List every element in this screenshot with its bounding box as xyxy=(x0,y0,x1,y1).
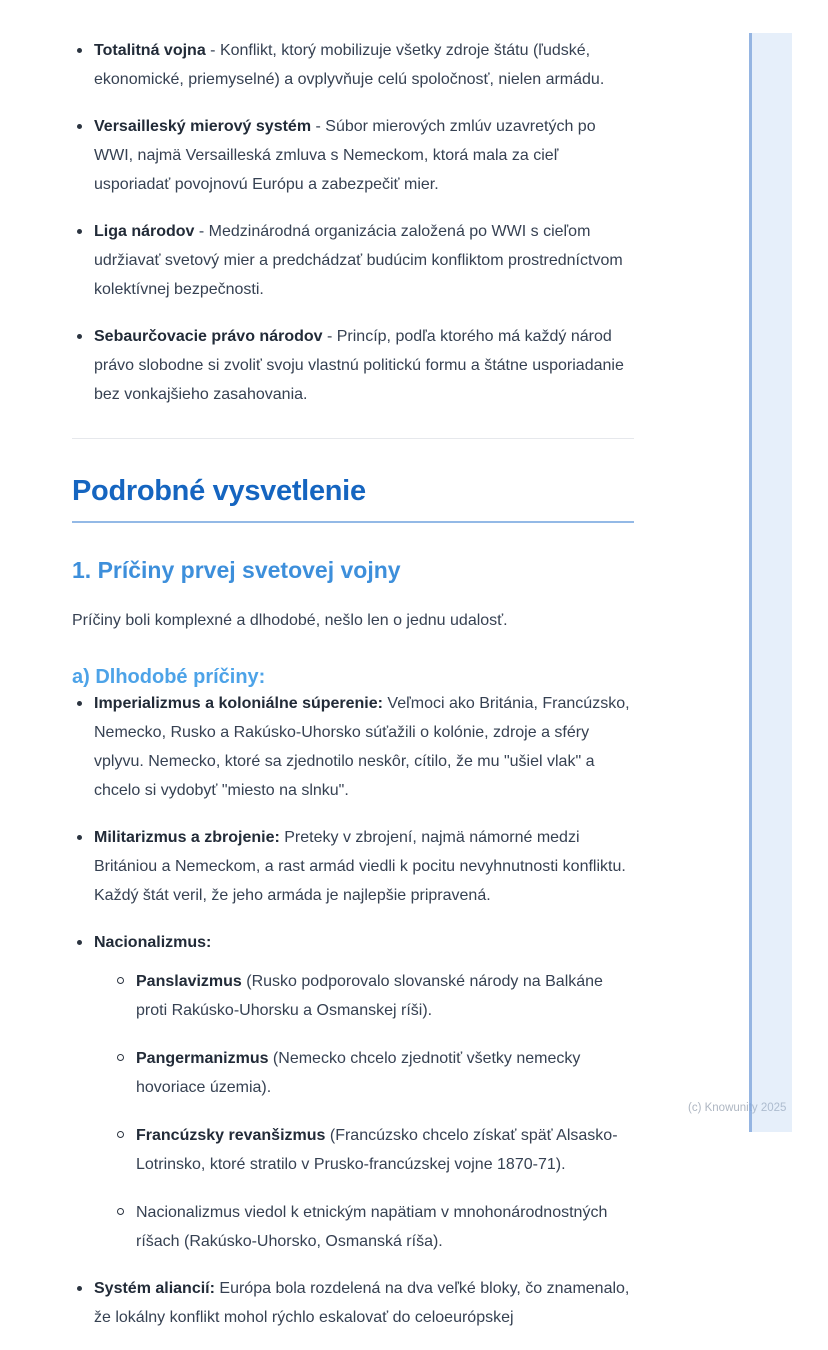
term-bold: Systém aliancií: xyxy=(94,1280,215,1297)
list-item: Versailleský mierový systém - Súbor mierových zmlúv uzavretých po WWI, najmä Versailleská zmluva s Nemeckom, ktorá mala za cieľ usporiadať povojnovú Európu a zabezpečiť mier. xyxy=(72,112,634,199)
term-bold: Militarizmus a zbrojenie: xyxy=(94,829,280,846)
causes-list xyxy=(72,689,634,1332)
list-item xyxy=(72,928,634,1256)
term-bold: Totalitná vojna xyxy=(94,42,206,59)
term-bold: Imperializmus a koloniálne súperenie: xyxy=(94,695,383,712)
list-item: Totalitná vojna - Konflikt, ktorý mobilizuje všetky zdroje štátu (ľudské, ekonomické, priemyselné) a ovplyvňuje celú spoločnosť, nielen armádu. xyxy=(72,36,634,94)
scrollbar-track[interactable] xyxy=(749,33,792,1132)
section-divider xyxy=(72,438,634,439)
list-item: Militarizmus a zbrojenie: Preteky v zbrojení, najmä námorné medzi Britániou a Nemeckom, a rast armád viedli k pocitu nevyhnutnosti konfliktu. Každý štát veril, že jeho armáda je najlepšie pripravená. xyxy=(72,823,634,910)
term-bold: Sebaurčovacie právo národov xyxy=(94,328,323,345)
list-item: Imperializmus a koloniálne súperenie: Veľmoci ako Británia, Francúzsko, Nemecko, Rusko a Rakúsko-Uhorsko súťažili o kolónie, zdroje a sféry vplyvu. Nemecko, ktoré sa zjednotilo neskôr, cítilo, že mu "ušiel vlak" a chcelo si vydobyť "miesto na slnku". xyxy=(72,689,634,805)
section-title: Podrobné vysvetlenie xyxy=(72,474,634,523)
sub-list-item: Pangermanizmus (Nemecko chcelo zjednotiť všetky nemecky hovoriace územia). xyxy=(94,1044,634,1102)
glossary-list xyxy=(72,36,634,409)
document-content xyxy=(72,36,634,1350)
sub-list-item: Panslavizmus (Rusko podporovalo slovanské národy na Balkáne proti Rakúsko-Uhorsku a Osmanskej ríši). xyxy=(94,967,634,1025)
copyright-watermark: (c) Knowunity 2025 xyxy=(688,1102,787,1114)
term-bold: Versailleský mierový systém xyxy=(94,118,312,135)
term-bold: Francúzsky revanšizmus xyxy=(136,1127,326,1144)
subsection-title: 1. Príčiny prvej svetovej vojny xyxy=(72,557,401,583)
sub-list-item: Francúzsky revanšizmus (Francúzsko chcelo získať späť Alsasko-Lotrinsko, ktoré stratilo v Prusko-francúzskej vojne 1870-71). xyxy=(94,1121,634,1179)
list-item: Sebaurčovacie právo národov - Princíp, podľa ktorého má každý národ právo slobodne si zvoliť svoju vlastnú politickú formu a štátne usporiadanie bez vonkajšieho zasahovania. xyxy=(72,322,634,409)
term-bold: Nacionalizmus: xyxy=(94,934,212,951)
list-item: Liga národov - Medzinárodná organizácia založená po WWI s cieľom udržiavať svetový mier a predchádzať budúcim konfliktom prostredníctvom kolektívnej bezpečnosti. xyxy=(72,217,634,304)
term-bold: Panslavizmus xyxy=(136,973,242,990)
list-item: Systém aliancií: Európa bola rozdelená na dva veľké bloky, čo znamenalo, že lokálny konflikt mohol rýchlo eskalovať do celoeurópskej xyxy=(72,1274,634,1332)
sub-list-item: Nacionalizmus viedol k etnickým napätiam v mnohonárodnostných ríšach (Rakúsko-Uhorsko, Osmanská ríša). xyxy=(94,1198,634,1256)
sub-list xyxy=(94,967,634,1256)
term-bold: Liga národov xyxy=(94,223,195,240)
term-bold: Pangermanizmus xyxy=(136,1050,269,1067)
subsubsection-title: a) Dlhodobé príčiny: xyxy=(72,666,266,688)
intro-paragraph: Príčiny boli komplexné a dlhodobé, nešlo len o jednu udalosť. xyxy=(72,612,508,629)
